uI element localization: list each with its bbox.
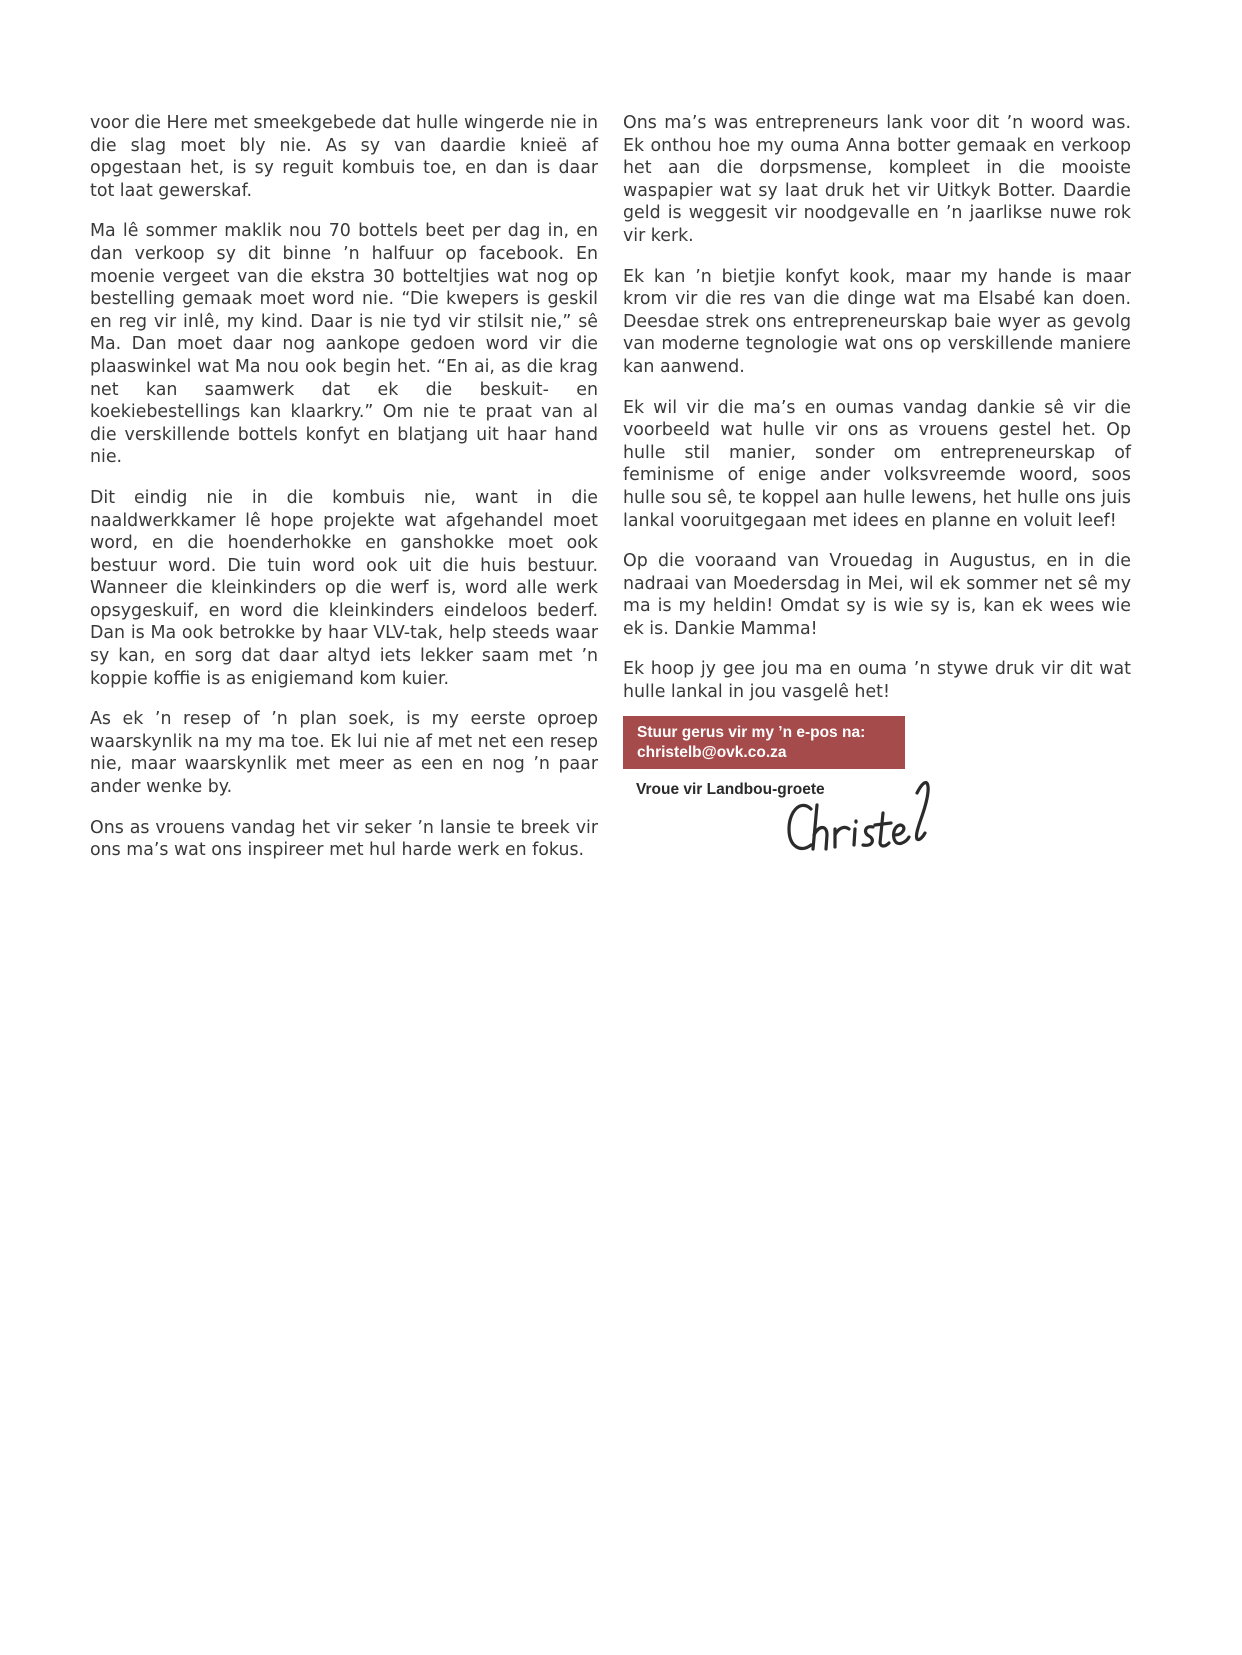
body-paragraph: Dit eindig nie in die kombuis nie, want in die naaldwerkkamer lê hope projekte wat afgehandel moet word, en die hoenderhokke en ganshokke moet ook bestuur word. Die tuin word ook uit die huis bestuur. Wanneer die kleinkinders op die werf is, word alle werk opsygeskuif, en word die kleinkinders eindeloos bederf. Dan is Ma ook betrokke by haar VLV-tak, help steeds waar sy kan, en sorg dat daar altyd iets lekker saam met ’n koppie koffie is as enigiemand kom kuier. xyxy=(90,487,598,689)
body-paragraph: Op die vooraand van Vrouedag in Augustus, en in die nadraai van Moedersdag in Mei, wil ek sommer net sê my ma is my heldin! Omdat sy is wie sy is, kan ek wees wie ek is. Dankie Mamma! xyxy=(623,551,1131,639)
body-paragraph: Ons ma’s was entrepreneurs lank voor dit ’n woord was. Ek onthou hoe my ouma Anna botter gemaak en verkoop het aan die dorpsmense, kompleet in die mooiste waspapier wat sy laat druk het vir Uitkyk Botter. Daardie geld is weggesit vir noodgevalle en ’n jaarlikse nuwe rok vir kerk. xyxy=(623,113,1131,246)
signoff xyxy=(623,779,1131,859)
body-paragraph: Ons as vrouens vandag het vir seker ’n lansie te breek vir ons ma’s wat ons inspireer met hul harde werk en fokus. xyxy=(90,817,598,861)
body-paragraph: Ek wil vir die ma’s en oumas vandag dankie sê vir die voorbeeld wat hulle vir ons as vrouens gestel het. Op hulle stil manier, sonder om entrepreneurskap of feminisme of enige ander volksvreemde woord, soos hulle sou sê, te koppel aan hulle lewens, het hulle ons juis lankal vooruitgegaan met idees en planne en voluit leef! xyxy=(623,397,1131,531)
email-prompt-text: Stuur gerus vir my ’n e-pos na: xyxy=(637,723,866,741)
body-paragraph: As ek ’n resep of ’n plan soek, is my eerste oproep waarskynlik na my ma toe. Ek lui nie af met net een resep nie, maar waarskynlik met meer as een en nog ’n paar ander wenke by. xyxy=(90,709,598,798)
left-column xyxy=(90,112,598,880)
right-column xyxy=(623,112,1131,859)
email-contact-box xyxy=(623,716,905,769)
body-paragraph: Ma lê sommer maklik nou 70 bottels beet per dag in, en dan verkoop sy dit binne ’n halfuur op facebook. En moenie vergeet van die ekstra 30 botteltjies wat nog op bestelling gemaak moet word nie. “Die kwepers is geskil en reg vir inlê, my kind. Daar is nie tyd vir stilsit nie,” sê Ma. Dan moet daar nog aankope gedoen word vir die plaaswinkel wat Ma nou ook begin het. “En ai, as die krag net kan saamwerk dat ek die beskuit- en koekiebestellings kan klaarkry.” Om nie te praat van al die verskillende bottels konfyt en blatjang uit haar hand nie. xyxy=(90,221,598,468)
body-paragraph: Ek hoop jy gee jou ma en ouma ’n stywe druk vir dit wat hulle lankal in jou vasgelê het! xyxy=(623,659,1131,703)
signature-image xyxy=(783,763,943,863)
greeting-text: Vroue vir Landbou-groete xyxy=(636,780,825,798)
body-paragraph: voor die Here met smeekgebede dat hulle wingerde nie in die slag moet bly nie. As sy van daardie knieë af opgestaan het, is sy reguit kombuis toe, en dan is daar tot laat gewerskaf. xyxy=(90,113,598,201)
signature-icon xyxy=(783,763,943,863)
body-paragraph: Ek kan ’n bietjie konfyt kook, maar my hande is maar krom vir die res van die dinge wat ma Elsabé kan doen. Deesdae strek ons entrepreneurskap baie wyer as gevolg van moderne tegnologie wat ons op verskillende maniere kan aanwend. xyxy=(623,266,1131,377)
email-link[interactable]: christelb@ovk.co.za xyxy=(637,743,787,761)
